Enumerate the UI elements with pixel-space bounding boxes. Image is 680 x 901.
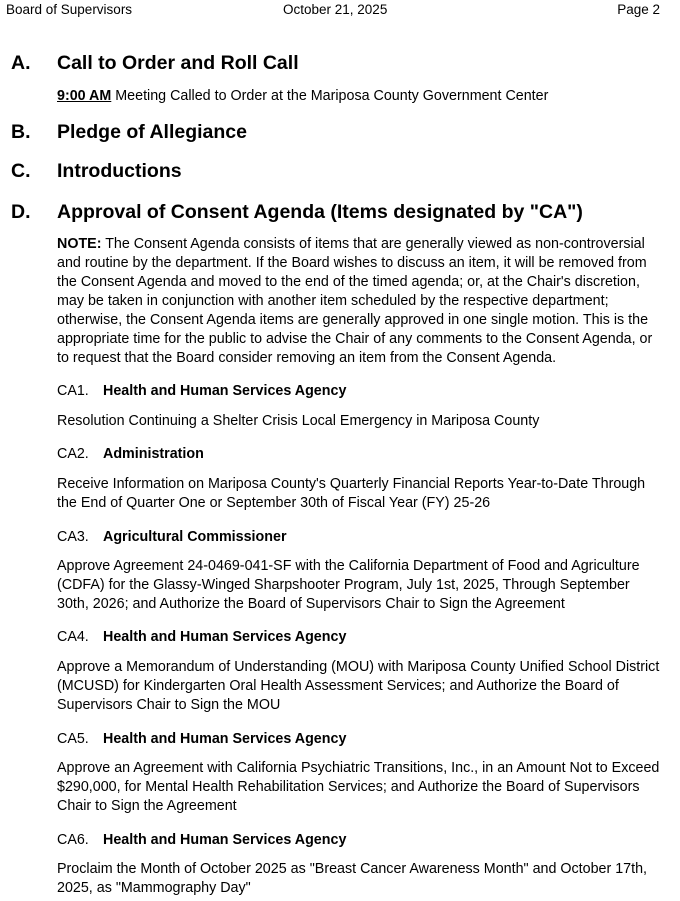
consent-item-description: Approve an Agreement with California Psychiatric Transitions, Inc., in an Amount Not to Exceed $290,000, for Mental Health Rehabilitation Services; and Authorize the Board of Supervisors Chair to Sign the Agreement bbox=[57, 760, 660, 814]
item-code: CA1. bbox=[57, 383, 89, 399]
consent-item-heading bbox=[57, 628, 346, 647]
item-department: Health and Human Services Agency bbox=[103, 832, 347, 848]
item-department: Health and Human Services Agency bbox=[103, 629, 347, 645]
consent-item-heading bbox=[57, 730, 346, 749]
consent-item-heading bbox=[57, 382, 346, 401]
meeting-start-time: 9:00 AM bbox=[57, 88, 112, 104]
consent-item-heading bbox=[57, 528, 287, 547]
call-to-order-line bbox=[57, 87, 662, 106]
section-a-heading bbox=[11, 51, 299, 75]
header-meeting-date: October 21, 2025 bbox=[283, 2, 388, 17]
header-board-name: Board of Supervisors bbox=[6, 2, 133, 17]
section-b-heading bbox=[11, 120, 247, 144]
note-label: NOTE: bbox=[57, 236, 102, 252]
section-letter: D. bbox=[11, 201, 31, 223]
section-d-heading bbox=[11, 200, 583, 224]
item-code: CA6. bbox=[57, 832, 89, 848]
consent-item-description: Proclaim the Month of October 2025 as "Breast Cancer Awareness Month" and October 17th, 2025, as "Mammography Day" bbox=[57, 861, 648, 896]
item-code: CA4. bbox=[57, 629, 89, 645]
item-code: CA5. bbox=[57, 731, 89, 747]
item-department: Health and Human Services Agency bbox=[103, 383, 347, 399]
consent-item-description: Approve a Memorandum of Understanding (MOU) with Mariposa County Unified School District (MCUSD) for Kindergarten Oral Health Assessment Services; and Authorize the Board of Supervisors Chair to Sign the MOU bbox=[57, 659, 660, 713]
item-department: Agricultural Commissioner bbox=[103, 529, 287, 545]
consent-item-description: Resolution Continuing a Shelter Crisis Local Emergency in Mariposa County bbox=[57, 413, 540, 429]
section-c-heading bbox=[11, 159, 182, 183]
section-letter: B. bbox=[11, 121, 31, 143]
consent-item-heading bbox=[57, 445, 204, 464]
header-page-number: Page 2 bbox=[617, 2, 660, 17]
item-code: CA3. bbox=[57, 529, 89, 545]
note-text: The Consent Agenda consists of items that are generally viewed as non-controversial and routine by the department. If the Board wishes to discuss an item, it will be removed from the Consent Agenda and moved to the end of the timed agenda; or, at the Chair's discretion, may be taken in conjunction with another item scheduled by the respective department; otherwise, the Consent Agenda items are generally approved in one single motion. This is the appropriate time for the public to advise the Chair of any comments to the Consent Agenda, or to request that the Board consider removing an item from the Consent Agenda. bbox=[57, 236, 653, 366]
section-title: Call to Order and Roll Call bbox=[57, 52, 299, 74]
call-to-order-text: Meeting Called to Order at the Mariposa County Government Center bbox=[111, 88, 549, 104]
section-title: Approval of Consent Agenda (Items designated by "CA") bbox=[57, 201, 583, 223]
section-title: Introductions bbox=[57, 160, 182, 182]
section-letter: C. bbox=[11, 160, 31, 182]
consent-item-description: Receive Information on Mariposa County's Quarterly Financial Reports Year-to-Date Through the End of Quarter One or September 30th of Fiscal Year (FY) 25-26 bbox=[57, 476, 646, 511]
consent-agenda-note bbox=[57, 235, 662, 368]
section-title: Pledge of Allegiance bbox=[57, 121, 247, 143]
item-code: CA2. bbox=[57, 446, 89, 462]
section-letter: A. bbox=[11, 52, 31, 74]
consent-item-description: Approve Agreement 24-0469-041-SF with the California Department of Food and Agriculture (CDFA) for the Glassy-Winged Sharpshooter Program, July 1st, 2025, Through September 30th, 2026; and Authorize the Board of Supervisors Chair to Sign the Agreement bbox=[57, 558, 640, 612]
consent-item-heading bbox=[57, 831, 346, 850]
item-department: Health and Human Services Agency bbox=[103, 731, 347, 747]
item-department: Administration bbox=[103, 446, 204, 462]
